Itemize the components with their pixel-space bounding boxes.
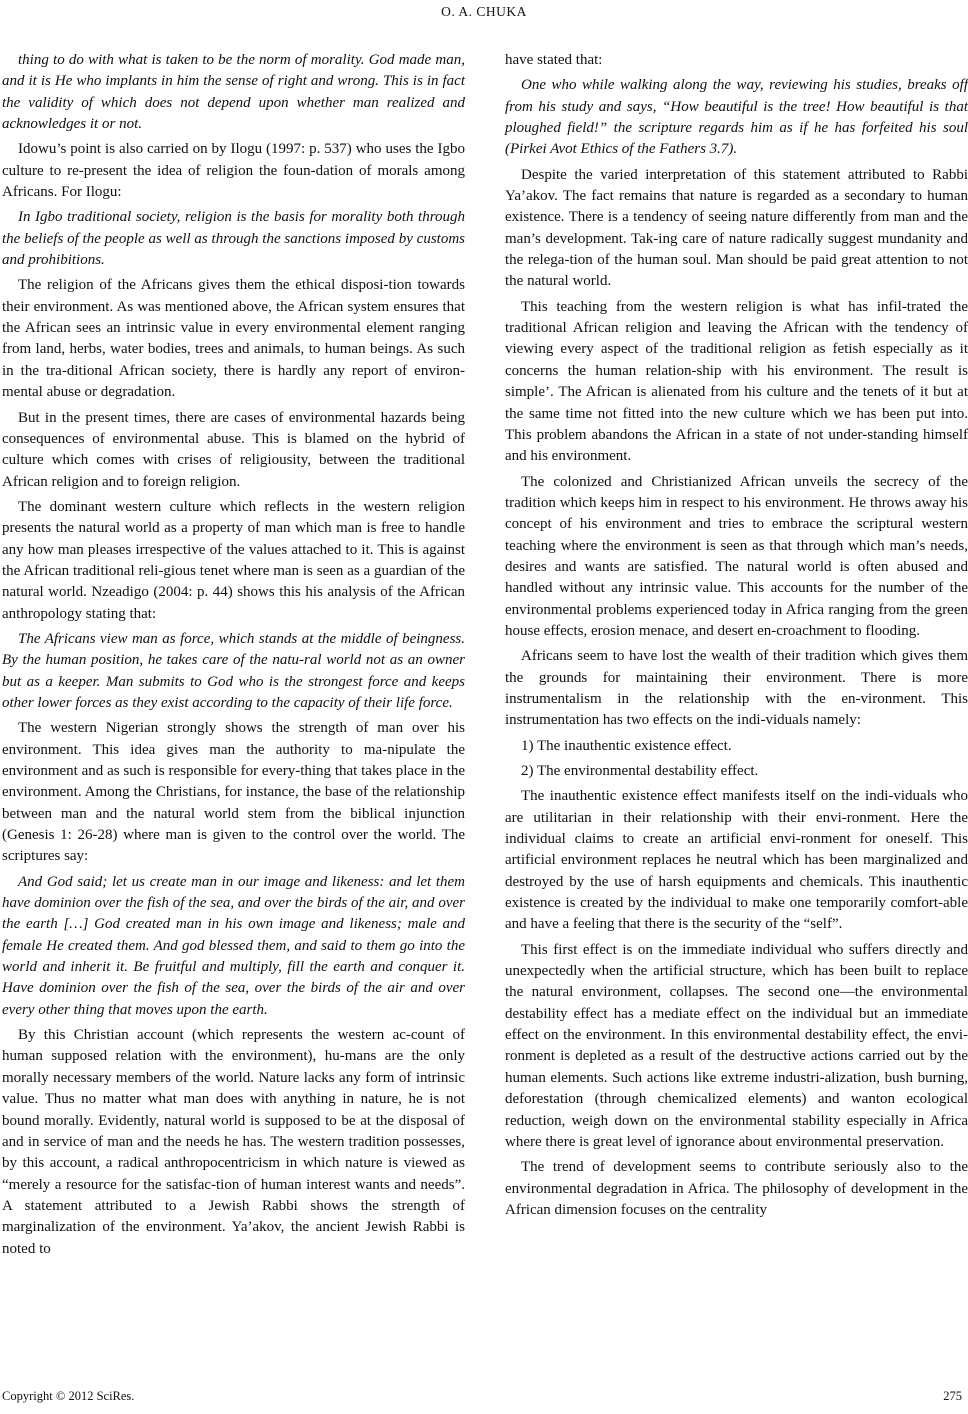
paragraph: The colonized and Christianized African unveils the secrecy of the tradition which keeps him in respect to his environment. He throws away his concept of his environment and tries to embrace the scriptural western teaching where the environment is seen as that through which man’s needs, desires and wants are satisfied. The natural world is often abused and handled without any intrinsic value. This accounts for the number of the environmental problems experienced today in Africa ranging from the green house effects, erosion menace, and desert en-croachment to flooding. <box>505 473 968 639</box>
block-quote: In Igbo traditional society, religion is the basis for morality both through the beliefs of the people as well as through the sanctions imposed by customs and prohibitions. <box>2 209 465 269</box>
list-item: 2) The environmental destability effect. <box>521 763 759 779</box>
paragraph: The religion of the Africans gives them the ethical disposi-tion towards their environment. As was mentioned above, the African system ensures that the African sees an intrinsic value in every environmental element ranging from land, herbs, water bodies, trees and animals, to human beings. As such in the tra-ditional African society, there is hardly any report of environ-mental abuse or degradation. <box>2 277 465 401</box>
list-item: 1) The inauthentic existence effect. <box>521 737 732 754</box>
paragraph: The western Nigerian strongly shows the strength of man over his environment. This idea gives man the authority to ma-nipulate the environment and as such is responsible for every-thing that takes place in the environment. Among the Christians, for instance, the base of the relationship between man and the natural world stem from the biblical injunction (Genesis 1: 26-28) where man is given to the control over the world. The scriptures say: <box>2 720 465 865</box>
paragraph: This first effect is on the immediate individual who suffers directly and unexpectedly when the artificial structure, which has been built to replace the natural environment, collapses. The second one—the environmental destability effect has a mediate effect on the individual but an immediate effect on the environment. In this environmental destability effect, the envi-ronment is depleted as a result of the destructive actions carried out by the human elements. Such actions like extreme industri-alization, bush burning, deforestation (through chemicalized elements) and wanton ecological reduction, weigh down on the environmental stability especially in Africa where there is great level of ignorance about environmental preservation. <box>505 941 968 1150</box>
running-head: O. A. CHUKA <box>441 4 527 19</box>
page-number: 275 <box>943 1389 962 1403</box>
paragraph: thing to do with what is taken to be the norm of morality. God made man, and it is He who implants in him the sense of right and wrong. This is in fact the validity of which does not depend upon whether man realized and acknowledges it or not. <box>2 52 465 133</box>
paragraph: The trend of development seems to contribute seriously also to the environmental degradation in Africa. The philosophy of development in the African dimension focuses on the centrality <box>505 1159 968 1218</box>
paragraph: Idowu’s point is also carried on by Ilogu (1997: p. 537) who uses the Igbo culture to re-present the idea of religion the foun-dation of morals among Africans. For Ilogu: <box>2 141 465 201</box>
block-quote: The Africans view man as force, which stands at the middle of beingness. By the human position, he takes care of the natu-ral world not as an owner but as a keeper. Man submits to God who is the strongest force and keeps other lower forces as they exist according to the capacity of their life force. <box>2 630 465 711</box>
paragraph: have stated that: <box>505 52 603 68</box>
paragraph: The inauthentic existence effect manifests itself on the indi-viduals who are utilitarian in their relationship with their envi-ronment. Here the individual claims to create an artificial envi-ronment for oneself. This artificial environment replaces he neutral which has been marginalized and destroyed by the use of harsh equipments and chemicals. This inauthentic existence is created by the individual to make one temporarily comfort-able and have a feeling that there is the security of the “self”. <box>505 788 968 933</box>
paragraph: This teaching from the western religion is what has infil-trated the traditional African religion and leaving the African with the tendency of viewing every aspect of the traditional religion as fetish especially as it concerns the human relation-ship with his environment. The result is simple’. The African is alienated from his culture and the tenets of it but at the same time not fitted into the new culture which we has been put into. This problem abandons the African in a state of not under-standing himself and his environment. <box>505 298 968 465</box>
left-column <box>2 50 465 1264</box>
right-column <box>505 50 968 1225</box>
block-quote: And God said; let us create man in our image and likeness: and let them have dominion over the fish of the sea, and over the birds of the air, and over the earth […] God created man in his own image and likeness; male and female He created them. And god blessed them, and said to them go into the world and inherit it. Be fruitful and multiply, fill the earth and conquer it. Have dominion over the fish of the sea, over the birds of the air and over every other thing that moves upon the earth. <box>2 873 465 1018</box>
paragraph: But in the present times, there are cases of environmental hazards being consequences of environmental abuse. This is blamed on the hybrid of culture which comes with crises of religiousity, between the traditional African religion and to foreign religion. <box>2 409 465 490</box>
paragraph: Despite the varied interpretation of this statement attributed to Rabbi Ya’akov. The fact remains that nature is regarded as a secondary to human existence. There is a tendency of seeing nature differently from man and the man’s development. Tak-ing care of nature radically suggest mundanity and the relega-tion of the human soul. Man should be paid great attention to not the natural world. <box>505 166 968 290</box>
paragraph: Africans seem to have lost the wealth of their tradition which gives them the grounds for maintaining their environment. There is more instrumentalism in the relationship with the en-vironment. This instrumentation has two effects on the indi-viduals namely: <box>505 648 968 729</box>
block-quote: One who while walking along the way, reviewing his studies, breaks off from his study and says, “How beautiful is the tree! How beautiful is that ploughed field!” the scripture regards him as if he has forfeited his soul (Pirkei Avot Ethics of the Fathers 3.7). <box>505 77 968 158</box>
paragraph: By this Christian account (which represents the western ac-count of human supposed relation with the environment), hu-mans are the only morally necessary members of the world. Nature lacks any form of intrinsic value. Thus no matter what man does with anything in nature, he is not bound morally. Evidently, natural world is supposed to be at the disposal of and in service of man and the needs he has. The western tradition possesses, by this account, a radical anthropocentricism in which nature is viewed as “merely a resource for the satisfac-tion of human interest wants and needs”. A statement attributed to a Jewish Rabbi shows the strength of marginalization of the environment. Ya’akov, the ancient Jewish Rabbi is noted to <box>2 1027 465 1257</box>
paragraph: The dominant western culture which reflects in the western religion presents the natural world as a property of man which man is free to handle any how man pleases irrespective of the values attached to it. This is against the African traditional reli-gious tenet where man is seen as a guardian of the natural world. Nzeadigo (2004: p. 44) shows this his analysis of the African anthropology stating that: <box>2 498 465 622</box>
copyright-notice: Copyright © 2012 SciRes. <box>2 1389 135 1403</box>
